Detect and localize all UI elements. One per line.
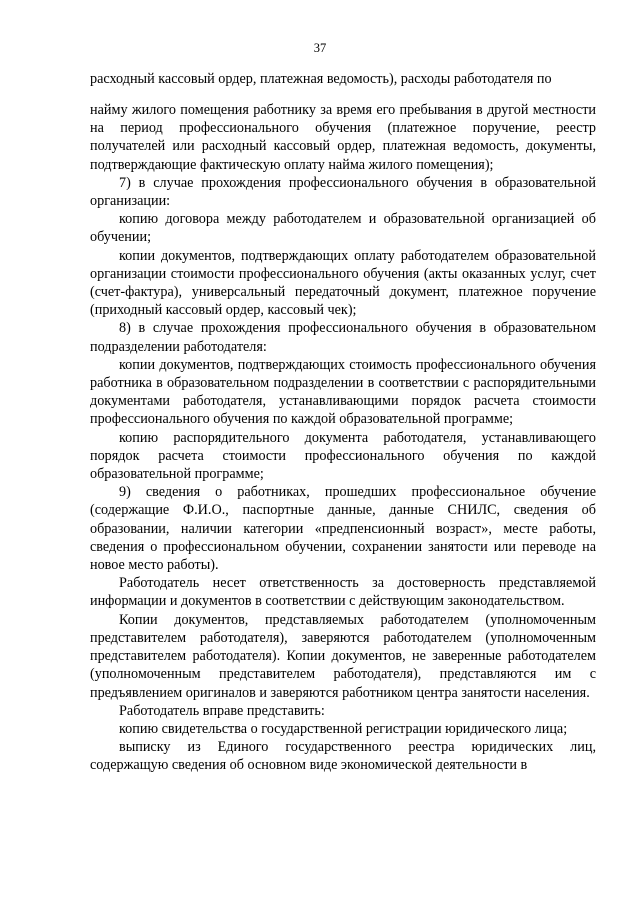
paragraph-register-extract: выписку из Единого государственного реестра юридических лиц, содержащую сведения об основном виде экономической деятельности в bbox=[90, 739, 596, 774]
paragraph-administrative-document: копию распорядительного документа работодателя, устанавливающего порядок расчета стоимости профессионального обучения по каждой образовательной программе; bbox=[90, 429, 596, 483]
paragraph-employer-responsibility: Работодатель несет ответственность за достоверность представляемой информации и документов в соответствии с действующим законодательством. bbox=[90, 575, 596, 610]
paragraph-registration-certificate: копию свидетельства о государственной регистрации юридического лица; bbox=[119, 720, 568, 737]
continuation-line: расходный кассовый ордер, платежная ведомость), расходы работодателя по bbox=[90, 71, 552, 87]
paragraph-item-7: 7) в случае прохождения профессионального обучения в образовательной организации: bbox=[90, 174, 596, 210]
paragraph-copies-certification: Копии документов, представляемых работодателем (уполномоченным представителем работодателя), заверяются работодателем (уполномоченным представителем работодателя). Копии документов, не заверенные работодателем (уполномоченным представителем работодателя), представляются им с предъявлением оригиналов и заверяются работником центра занятости населения. bbox=[90, 611, 596, 701]
body-text bbox=[90, 101, 596, 775]
paragraph-item-8: 8) в случае прохождения профессионального обучения в образовательном подразделении работодателя: bbox=[90, 320, 596, 355]
paragraph-payment-documents: копии документов, подтверждающих оплату работодателем образовательной организации стоимости профессионального обучения (акты оказанных услуг, счет (счет-фактура), универсальный передаточный документ, платежное поручение (приходный кассовый ордер, кассовый чек); bbox=[90, 247, 596, 319]
paragraph-lodging-expenses: найму жилого помещения работнику за время его пребывания в другой местности на период профессионального обучения (платежное поручение, реестр получателей или расходный кассовый ордер, платежная ведомость, документы, подтверждающие фактическую оплату найма жилого помещения); bbox=[90, 102, 596, 173]
paragraph-contract-copy: копию договора между работодателем и образовательной организацией об обучении; bbox=[90, 211, 596, 246]
paragraph-item-9: 9) сведения о работниках, прошедших профессиональное обучение (содержащие Ф.И.О., паспортные данные, данные СНИЛС, сведения об образовании, наличии категории «предпенсионный возраст», месте работы, сведения о профессиональном обучении, сохранении занятости или переводе на новое место работы). bbox=[90, 484, 596, 574]
paragraph-employer-may-submit: Работодатель вправе представить: bbox=[119, 702, 325, 719]
page-number: 37 bbox=[313, 41, 327, 55]
paragraph-cost-documents: копии документов, подтверждающих стоимость профессионального обучения работника в образовательном подразделении в соответствии с распорядительными документами работодателя, устанавливающими порядок расчета стоимости профессионального обучения по каждой образовательной программе; bbox=[90, 356, 596, 428]
